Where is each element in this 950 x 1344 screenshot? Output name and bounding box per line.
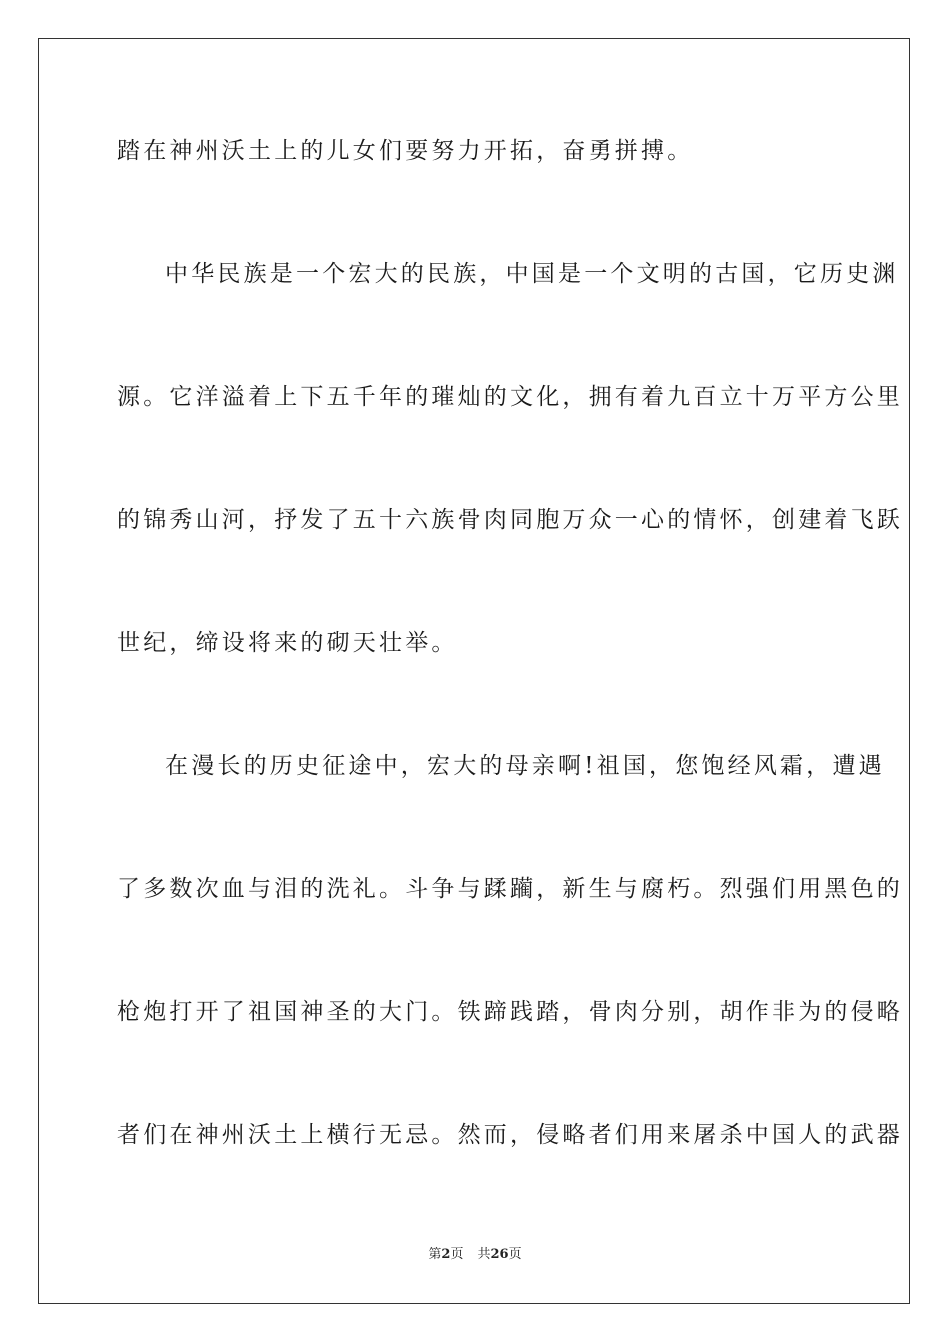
page-border bbox=[38, 38, 910, 1304]
paragraph-line: 枪炮打开了祖国神圣的大门。铁蹄践踏，骨肉分别，胡作非为的侵略 bbox=[117, 999, 903, 1025]
page-number-suffix: 页 bbox=[450, 1247, 464, 1262]
page-number-prefix: 第 bbox=[428, 1247, 442, 1262]
paragraph-line: 的锦秀山河，抒发了五十六族骨肉同胞万众一心的情怀，创建着飞跃 bbox=[117, 507, 903, 533]
total-pages-prefix: 共 bbox=[477, 1247, 491, 1262]
paragraph-line: 了多数次血与泪的洗礼。斗争与蹂躏，新生与腐朽。烈强们用黑色的 bbox=[117, 876, 903, 902]
total-pages-suffix: 页 bbox=[508, 1247, 522, 1262]
total-pages: 26 bbox=[490, 1247, 509, 1262]
page-number: 2 bbox=[441, 1247, 451, 1262]
paragraph-line: 源。它洋溢着上下五千年的璀灿的文化，拥有着九百立十万平方公里 bbox=[117, 384, 903, 410]
paragraph-line: 世纪，缔设将来的砌天壮举。 bbox=[117, 630, 458, 656]
paragraph-line: 者们在神州沃土上横行无忌。然而，侵略者们用来屠杀中国人的武器 bbox=[117, 1122, 903, 1148]
paragraph-line: 在漫长的历史征途中，宏大的母亲啊!祖国，您饱经风霜，遭遇 bbox=[165, 753, 885, 779]
paragraph-line: 踏在神州沃土上的儿女们要努力开拓，奋勇拼搏。 bbox=[117, 138, 694, 164]
page-footer bbox=[0, 1246, 950, 1264]
paragraph-line: 中华民族是一个宏大的民族，中国是一个文明的古国，它历史渊 bbox=[165, 261, 899, 287]
